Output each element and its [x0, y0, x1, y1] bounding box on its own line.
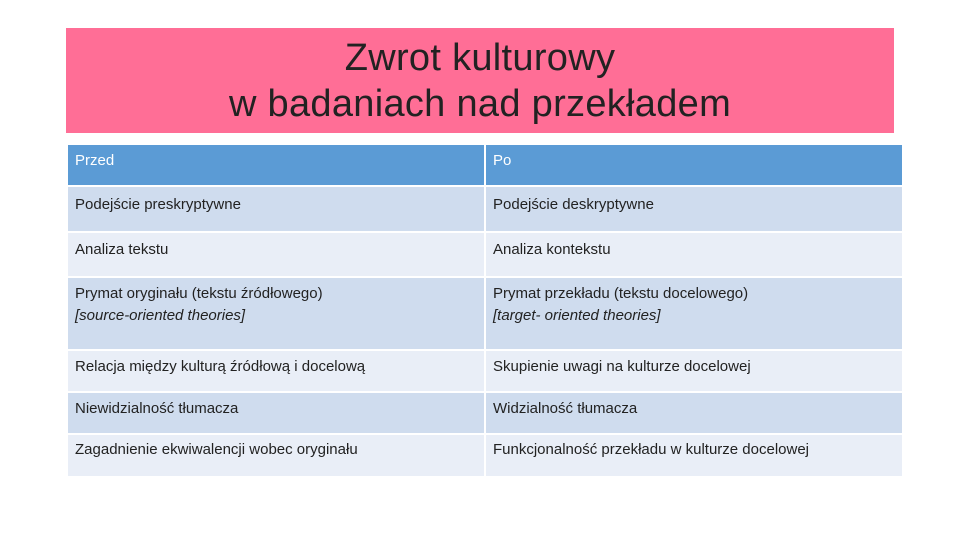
cell-text: Widzialność tłumacza	[493, 400, 638, 417]
cell-before	[67, 392, 485, 434]
slide-title-line-2: w badaniach nad przekładem	[228, 82, 732, 125]
cell-before	[67, 186, 485, 232]
cell-after	[485, 277, 903, 350]
cell-text: Analiza kontekstu	[493, 241, 611, 258]
table-row	[67, 392, 903, 434]
table-header-row	[67, 144, 903, 186]
cell-subtext: [target- oriented theories]	[493, 307, 661, 324]
comparison-table	[66, 143, 904, 478]
cell-text: Analiza tekstu	[75, 241, 169, 258]
cell-after	[485, 350, 903, 392]
cell-after	[485, 392, 903, 434]
cell-after	[485, 434, 903, 477]
table-row	[67, 232, 903, 277]
cell-subtext: [source-oriented theories]	[75, 307, 246, 324]
cell-text: Funkcjonalność przekładu w kulturze docelowej	[493, 441, 809, 458]
cell-text: Podejście deskryptywne	[493, 196, 654, 213]
cell-text: Relacja między kulturą źródłową i docelową	[75, 358, 366, 375]
cell-after	[485, 186, 903, 232]
cell-before	[67, 350, 485, 392]
slide-title-line-1: Zwrot kulturowy	[344, 36, 616, 79]
table-row	[67, 350, 903, 392]
table-row	[67, 434, 903, 477]
cell-text: Skupienie uwagi na kulturze docelowej	[493, 358, 751, 375]
cell-text: Zagadnienie ekwiwalencji wobec oryginału	[75, 441, 358, 458]
cell-text: Prymat oryginału (tekstu źródłowego)	[75, 285, 323, 302]
cell-text: Prymat przekładu (tekstu docelowego)	[493, 285, 749, 302]
cell-before	[67, 277, 485, 350]
header-after: Po	[485, 144, 903, 186]
cell-before	[67, 434, 485, 477]
table-row	[67, 277, 903, 350]
table-row	[67, 186, 903, 232]
cell-text: Podejście preskryptywne	[75, 196, 241, 213]
cell-text: Niewidzialność tłumacza	[75, 400, 239, 417]
slide-title-band	[66, 28, 894, 133]
cell-before	[67, 232, 485, 277]
header-before: Przed	[67, 144, 485, 186]
cell-after	[485, 232, 903, 277]
